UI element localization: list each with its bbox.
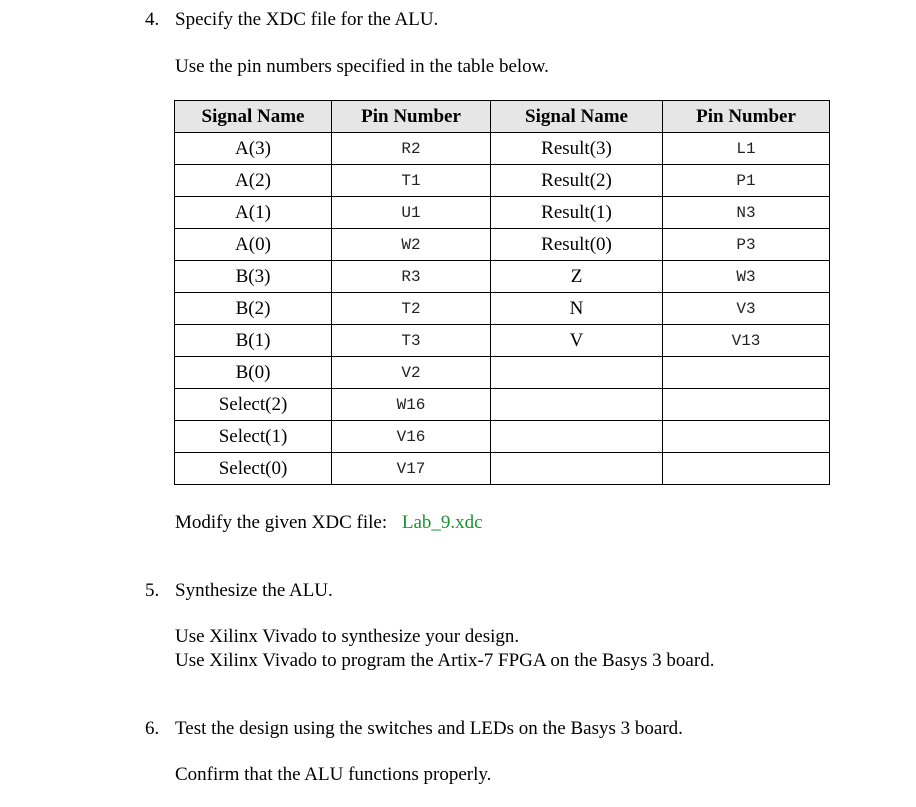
- pin-number-cell: T2: [332, 293, 491, 325]
- pin-number-cell: V16: [332, 421, 491, 453]
- signal-name-cell: [491, 453, 663, 485]
- pin-number-cell: L1: [663, 133, 830, 165]
- modify-line: [175, 512, 483, 534]
- signal-name-cell: A(2): [175, 165, 332, 197]
- pin-number-cell: W16: [332, 389, 491, 421]
- table-row: [175, 133, 830, 165]
- pin-number-cell: U1: [332, 197, 491, 229]
- signal-name-cell: Select(2): [175, 389, 332, 421]
- pin-number-cell: [663, 357, 830, 389]
- pin-number-cell: V2: [332, 357, 491, 389]
- signal-name-cell: B(1): [175, 325, 332, 357]
- table-row: [175, 293, 830, 325]
- modify-label: Modify the given XDC file:: [175, 512, 388, 533]
- signal-name-cell: B(0): [175, 357, 332, 389]
- xdc-filename: Lab_9.xdc: [401, 512, 483, 533]
- table-row: [175, 261, 830, 293]
- signal-name-cell: [491, 389, 663, 421]
- step-4-instruction: Use the pin numbers specified in the table below.: [175, 56, 549, 77]
- signal-name-cell: A(1): [175, 197, 332, 229]
- step-5-line-1: Use Xilinx Vivado to synthesize your design.: [175, 626, 520, 647]
- signal-name-cell: Result(0): [491, 229, 663, 261]
- table-row: [175, 453, 830, 485]
- signal-name-cell: Result(2): [491, 165, 663, 197]
- pin-number-cell: [663, 389, 830, 421]
- pin-number-cell: V3: [663, 293, 830, 325]
- pin-number-cell: T1: [332, 165, 491, 197]
- pin-table: [174, 100, 830, 485]
- header-signal-name-1: Signal Name: [175, 101, 332, 133]
- pin-number-cell: W3: [663, 261, 830, 293]
- signal-name-cell: Z: [491, 261, 663, 293]
- pin-number-cell: T3: [332, 325, 491, 357]
- signal-name-cell: A(3): [175, 133, 332, 165]
- step-6-line-1: Confirm that the ALU functions properly.: [175, 764, 492, 785]
- table-row: [175, 357, 830, 389]
- signal-name-cell: N: [491, 293, 663, 325]
- header-signal-name-2: Signal Name: [491, 101, 663, 133]
- table-row: [175, 325, 830, 357]
- pin-number-cell: W2: [332, 229, 491, 261]
- pin-number-cell: N3: [663, 197, 830, 229]
- pin-number-cell: P3: [663, 229, 830, 261]
- step-4-title: Specify the XDC file for the ALU.: [175, 9, 439, 30]
- signal-name-cell: B(2): [175, 293, 332, 325]
- table-row: [175, 229, 830, 261]
- signal-name-cell: Select(1): [175, 421, 332, 453]
- step-5-number: 5.: [145, 580, 160, 601]
- step-5-title: Synthesize the ALU.: [175, 580, 333, 601]
- pin-number-cell: P1: [663, 165, 830, 197]
- signal-name-cell: A(0): [175, 229, 332, 261]
- pin-number-cell: V13: [663, 325, 830, 357]
- signal-name-cell: [491, 421, 663, 453]
- signal-name-cell: [491, 357, 663, 389]
- step-6-title: Test the design using the switches and LEDs on the Basys 3 board.: [175, 718, 683, 739]
- step-4-number: 4.: [145, 9, 160, 30]
- signal-name-cell: Select(0): [175, 453, 332, 485]
- pin-number-cell: [663, 421, 830, 453]
- pin-number-cell: V17: [332, 453, 491, 485]
- pin-number-cell: R3: [332, 261, 491, 293]
- step-5-line-2: Use Xilinx Vivado to program the Artix-7 FPGA on the Basys 3 board.: [175, 650, 715, 671]
- pin-table-header-row: [175, 101, 830, 133]
- header-pin-number-1: Pin Number: [332, 101, 491, 133]
- table-row: [175, 389, 830, 421]
- table-row: [175, 197, 830, 229]
- header-pin-number-2: Pin Number: [663, 101, 830, 133]
- signal-name-cell: B(3): [175, 261, 332, 293]
- table-row: [175, 165, 830, 197]
- pin-number-cell: R2: [332, 133, 491, 165]
- table-row: [175, 421, 830, 453]
- step-6-number: 6.: [145, 718, 160, 739]
- signal-name-cell: Result(1): [491, 197, 663, 229]
- signal-name-cell: V: [491, 325, 663, 357]
- pin-number-cell: [663, 453, 830, 485]
- signal-name-cell: Result(3): [491, 133, 663, 165]
